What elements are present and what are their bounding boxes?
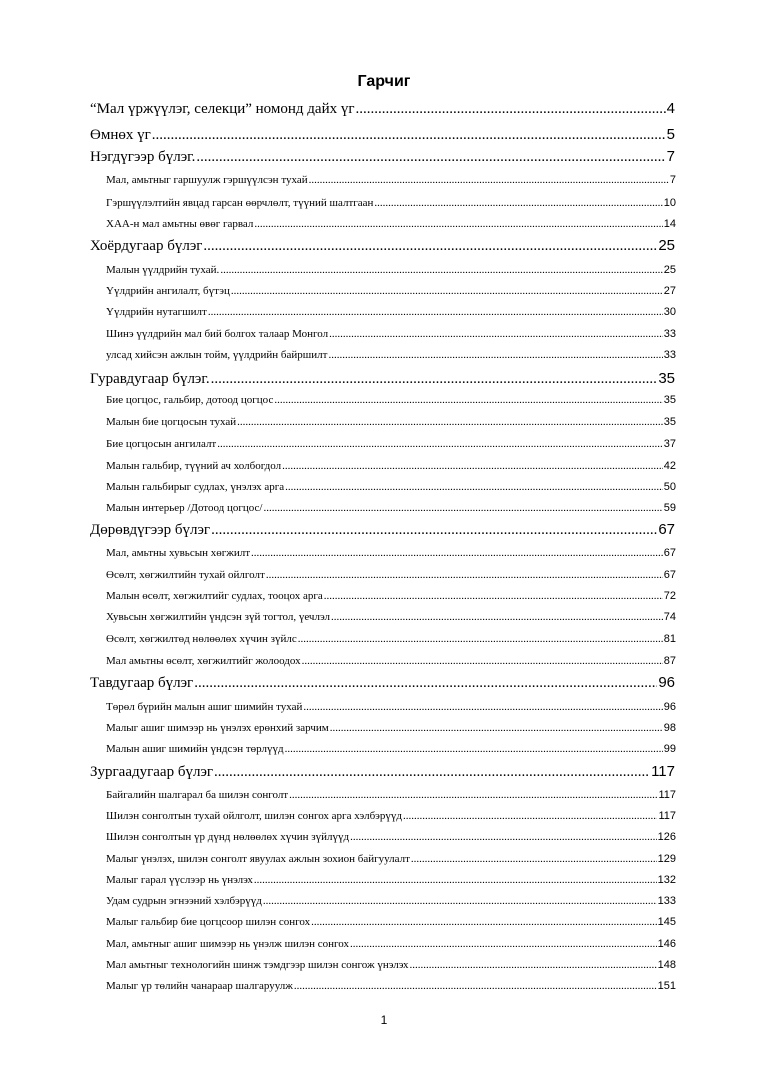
toc-entry-title: Малыг үр төлийн чанараар шалгаруулж — [106, 980, 293, 992]
toc-dot-leader — [356, 99, 666, 119]
toc-entry-title: ХАА-н мал амьтны өвөг гарвал — [106, 218, 254, 230]
toc-entry-title: Малын гальбир, түүний ач холбогдол — [106, 460, 282, 472]
toc-section-entry[interactable] — [106, 567, 676, 583]
toc-section-entry[interactable] — [106, 808, 676, 824]
toc-dot-leader — [285, 479, 663, 495]
toc-entry-title: Дөрөвдүгээр бүлэг — [90, 522, 211, 538]
toc-entry-page: 33 — [663, 328, 676, 340]
toc-entry-title: Малыг үнэлэх, шилэн сонголт явуулах ажлын зохион байгуулалт — [106, 853, 410, 865]
toc-chapter-entry[interactable] — [90, 762, 675, 782]
toc-entry-page: 148 — [657, 959, 676, 971]
toc-section-entry[interactable] — [106, 851, 676, 867]
toc-section-entry[interactable] — [106, 216, 676, 232]
toc-section-entry[interactable] — [106, 304, 676, 320]
toc-entry-title: Малын гальбирыг судлах, үнэлэх арга — [106, 481, 285, 493]
toc-dot-leader — [251, 545, 663, 561]
toc-entry-page: 10 — [663, 197, 676, 209]
toc-entry-title: Хувьсын хөгжилтийн үндсэн зүй тогтол, үечлэл — [106, 611, 330, 623]
toc-entry-page: 117 — [658, 789, 676, 801]
toc-entry-page: 4 — [666, 100, 675, 117]
toc-entry-page: 81 — [663, 633, 676, 645]
toc-entry-page: 133 — [657, 895, 676, 907]
toc-entry-page: 99 — [663, 743, 676, 755]
toc-chapter-entry[interactable] — [90, 673, 675, 693]
toc-dot-leader — [274, 392, 662, 408]
toc-dot-leader — [331, 609, 663, 625]
toc-entry-page: 132 — [657, 874, 676, 886]
toc-entry-title: Өсөлт, хөгжилтөд нөлөөлөх хүчин зүйлс — [106, 633, 297, 645]
toc-dot-leader — [264, 500, 663, 516]
toc-dot-leader — [211, 369, 658, 389]
toc-entry-title: Нэгдүгээр бүлэг. — [90, 149, 196, 165]
toc-dot-leader — [294, 978, 657, 994]
toc-section-entry[interactable] — [106, 283, 676, 299]
toc-entry-title: Мал амьтныг технологийн шинж тэмдгээр шилэн сонгож үнэлэх — [106, 959, 409, 971]
toc-entry-title: Малыг гарал үүслээр нь үнэлэх — [106, 874, 253, 886]
toc-section-entry[interactable] — [106, 326, 676, 342]
toc-section-entry[interactable] — [106, 414, 676, 430]
toc-dot-leader — [263, 893, 657, 909]
toc-dot-leader — [152, 125, 666, 145]
toc-entry-title: Мал, амьтныг гаршуулж гэршүүлсэн тухай — [106, 174, 308, 186]
toc-dot-leader — [374, 195, 662, 211]
toc-section-entry[interactable] — [106, 631, 676, 647]
toc-dot-leader — [302, 653, 663, 669]
toc-entry-page: 129 — [657, 853, 676, 865]
toc-entry-title: Малын ашиг шимийн үндсэн төрлүүд — [106, 743, 284, 755]
toc-dot-leader — [208, 304, 663, 320]
toc-dot-leader — [311, 914, 657, 930]
toc-dot-leader — [194, 673, 657, 693]
toc-entry-page: 25 — [658, 237, 675, 254]
toc-entry-title: Шилэн сонголтын тухай ойлголт, шилэн сонгох арга хэлбэрүүд — [106, 810, 402, 822]
toc-entry-page: 67 — [663, 569, 676, 581]
toc-entry-title: Малын интерьер /Дотоод цогцос/ — [106, 502, 263, 514]
toc-chapter-entry[interactable] — [90, 369, 675, 389]
toc-dot-leader — [411, 851, 657, 867]
toc-section-entry[interactable] — [106, 347, 676, 363]
toc-chapter-entry[interactable] — [90, 236, 675, 256]
toc-entry-title: Бие цогцосын ангилалт — [106, 438, 217, 450]
toc-entry-title: Байгалийн шалгарал ба шилэн сонголт — [106, 789, 289, 801]
toc-section-entry[interactable] — [106, 458, 676, 474]
toc-section-entry[interactable] — [106, 978, 676, 994]
toc-entry-page: 96 — [663, 701, 676, 713]
toc-entry-title: Төрөл бүрийн малын ашиг шимийн тухай — [106, 701, 303, 713]
toc-section-entry[interactable] — [106, 588, 676, 604]
toc-entry-page: 27 — [663, 285, 676, 297]
toc-dot-leader — [303, 699, 662, 715]
toc-entry-page: 59 — [663, 502, 676, 514]
toc-dot-leader — [282, 458, 663, 474]
toc-entry-title: Малыг гальбир бие цогцсоор шилэн сонгох — [106, 916, 311, 928]
toc-dot-leader — [285, 741, 663, 757]
toc-section-entry[interactable] — [106, 720, 676, 736]
toc-entry-title: Шилэн сонголтын үр дүнд нөлөөлөх хүчин зүйлүүд — [106, 831, 350, 843]
toc-section-entry[interactable] — [106, 609, 676, 625]
toc-section-entry[interactable] — [106, 436, 676, 452]
toc-entry-page: 42 — [663, 460, 676, 472]
toc-dot-leader — [254, 872, 657, 888]
toc-dot-leader — [328, 347, 662, 363]
toc-dot-leader — [203, 236, 657, 256]
toc-entry-page: 67 — [663, 547, 676, 559]
toc-section-entry[interactable] — [106, 741, 676, 757]
toc-entry-page: 35 — [663, 394, 676, 406]
toc-entry-page: 5 — [666, 126, 675, 143]
toc-entry-page: 98 — [663, 722, 676, 734]
toc-dot-leader — [211, 520, 657, 540]
toc-section-entry[interactable] — [106, 872, 676, 888]
toc-entry-page: 7 — [666, 148, 675, 165]
toc-dot-leader — [410, 957, 657, 973]
toc-entry-page: 74 — [663, 611, 676, 623]
toc-dot-leader — [350, 829, 657, 845]
toc-entry-title: Үүлдрийн нутагшилт — [106, 306, 207, 318]
toc-entry-page: 87 — [663, 655, 676, 667]
toc-dot-leader — [217, 436, 663, 452]
toc-dot-leader — [254, 216, 662, 232]
toc-entry-title: Малыг ашиг шимээр нь үнэлэх ерөнхий зарчим — [106, 722, 329, 734]
toc-dot-leader — [298, 631, 663, 647]
toc-entry-title: Өсөлт, хөгжилтийн тухай ойлголт — [106, 569, 265, 581]
toc-entry-page: 151 — [657, 980, 676, 992]
toc-section-entry[interactable] — [106, 262, 676, 278]
toc-entry-title: Малын өсөлт, хөгжилтийг судлах, тооцох арга — [106, 590, 323, 602]
toc-section-entry[interactable] — [106, 479, 676, 495]
toc-section-entry[interactable] — [106, 893, 676, 909]
toc-entry-page: 117 — [651, 763, 675, 780]
toc-dot-leader — [237, 414, 663, 430]
toc-dot-leader — [329, 326, 663, 342]
toc-entry-page: 33 — [663, 349, 676, 361]
toc-section-entry[interactable] — [106, 936, 676, 952]
toc-entry-page: 146 — [657, 938, 676, 950]
toc-dot-leader — [196, 147, 665, 167]
toc-entry-page: 35 — [658, 370, 675, 387]
toc-section-entry[interactable] — [106, 545, 676, 561]
toc-entry-page: 7 — [669, 174, 676, 186]
toc-entry-title: Мал амьтны өсөлт, хөгжилтийг жолоодох — [106, 655, 301, 667]
toc-entry-page: 126 — [657, 831, 676, 843]
toc-entry-title: Гэршүүлэлтийн явцад гарсан өөрчлөлт, түүний шалтгаан — [106, 197, 374, 209]
toc-dot-leader — [350, 936, 657, 952]
toc-section-entry[interactable] — [106, 829, 676, 845]
toc-chapter-entry[interactable] — [90, 125, 675, 145]
toc-entry-page: 72 — [663, 590, 676, 602]
toc-entry-page: 117 — [658, 810, 676, 822]
toc-entry-title: Үүлдрийн ангилалт, бүтэц — [106, 285, 230, 297]
toc-entry-page: 50 — [663, 481, 676, 493]
toc-dot-leader — [289, 787, 657, 803]
toc-dot-leader — [330, 720, 663, 736]
toc-entry-title: Малын үүлдрийн тухай. — [106, 264, 220, 276]
toc-entry-title: Хоёрдугаар бүлэг — [90, 238, 203, 254]
toc-dot-leader — [324, 588, 663, 604]
toc-entry-page: 37 — [663, 438, 676, 450]
toc-dot-leader — [220, 262, 662, 278]
toc-entry-title: Удам судрын эгнээний хэлбэрүүд — [106, 895, 262, 907]
toc-section-entry[interactable] — [106, 195, 676, 211]
toc-entry-title: “Мал үржүүлэг, селекци” номонд дайх үг — [90, 101, 355, 117]
toc-chapter-entry[interactable] — [90, 147, 675, 167]
page-number: 1 — [380, 1013, 388, 1027]
toc-entry-page: 35 — [663, 416, 676, 428]
toc-entry-page: 67 — [658, 521, 675, 538]
toc-section-entry[interactable] — [106, 914, 676, 930]
toc-entry-title: Зургаадугаар бүлэг — [90, 764, 214, 780]
toc-entry-title: Гуравдугаар бүлэг. — [90, 371, 210, 387]
toc-dot-leader — [266, 567, 663, 583]
toc-chapter-entry[interactable] — [90, 99, 675, 119]
toc-dot-leader — [214, 762, 650, 782]
toc-section-entry[interactable] — [106, 172, 676, 188]
toc-entry-title: Малын бие цогцосын тухай — [106, 416, 237, 428]
toc-entry-title: Өмнөх үг — [90, 127, 151, 143]
toc-entry-title: Мал, амьтныг ашиг шимээр нь үнэлж шилэн сонгох — [106, 938, 350, 950]
toc-dot-leader — [309, 172, 669, 188]
toc-entry-title: Шинэ үүлдрийн мал бий болгох талаар Монгол — [106, 328, 329, 340]
toc-section-entry[interactable] — [106, 500, 676, 516]
toc-entry-page: 96 — [658, 674, 675, 691]
toc-dot-leader — [403, 808, 657, 824]
toc-section-entry[interactable] — [106, 957, 676, 973]
toc-entry-title: Мал, амьтны хувьсын хөгжилт — [106, 547, 251, 559]
toc-section-entry[interactable] — [106, 699, 676, 715]
toc-section-entry[interactable] — [106, 392, 676, 408]
toc-entry-page: 30 — [663, 306, 676, 318]
toc-chapter-entry[interactable] — [90, 520, 675, 540]
toc-dot-leader — [231, 283, 663, 299]
toc-entry-title: Бие цогцос, гальбир, дотоод цогцос — [106, 394, 274, 406]
toc-section-entry[interactable] — [106, 653, 676, 669]
toc-entry-title: улсад хийсэн ажлын тойм, үүлдрийн байршилт — [106, 349, 328, 361]
toc-entry-page: 14 — [663, 218, 676, 230]
toc-section-entry[interactable] — [106, 787, 676, 803]
toc-entry-title: Тавдугаар бүлэг — [90, 675, 194, 691]
toc-entry-page: 25 — [663, 264, 676, 276]
toc-entry-page: 145 — [657, 916, 676, 928]
page-title: Гарчиг — [357, 73, 411, 90]
